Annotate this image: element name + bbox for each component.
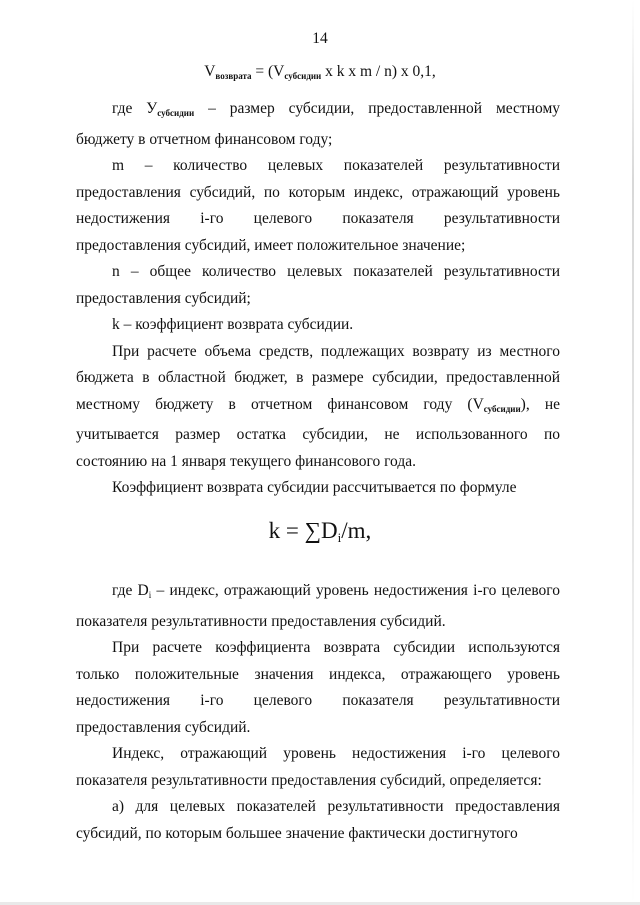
text-fragment: – индекс, отражающий уровень недостижения i-го целевого показателя результативности предоставления субсидий.	[76, 582, 561, 630]
paragraph-positive-values: При расчете коэффициента возврата субсидии используются только положительные значения индекса, отражающего уровень недостижения i-го целевого показателя результативности предоставления субсидий.	[76, 639, 560, 736]
return-formula	[0, 63, 640, 81]
paragraph-index-definition: Индекс, отражающий уровень недостижения i-го целевого показателя результативности предоставления субсидий, определяется:	[76, 745, 560, 789]
text-fragment: где D	[112, 582, 149, 599]
subscript: i	[148, 590, 152, 600]
k-formula-b: /m,	[341, 518, 372, 543]
paragraph-subsidy-definition	[76, 96, 560, 153]
formula-middle: = (V	[251, 63, 285, 80]
scan-edge-shadow	[632, 0, 634, 905]
paragraph-m-definition: m – количество целевых показателей результативности предоставления субсидий, по которым индекс, отражающий уровень недостижения i-го целевого показателя результативности предоставления субсидий, имеет положительное значение;	[76, 157, 560, 254]
paragraph-k-definition: k – коэффициент возврата субсидии.	[112, 316, 354, 333]
subscript: субсидии	[483, 403, 521, 414]
text-block-1	[76, 96, 560, 502]
paragraph-d-definition	[76, 578, 560, 635]
formula-rest: x k x m / n) x 0,1,	[321, 63, 436, 80]
text-fragment: ), не учитывается размер остатка субсидии, не использованного по состоянию на 1 января текущего финансового года.	[76, 395, 560, 470]
text-fragment: – размер субсидии, предоставленной местному бюджету в отчетном финансовом году;	[76, 100, 561, 148]
paragraph-n-definition: n – общее количество целевых показателей результативности предоставления субсидий;	[76, 263, 560, 307]
k-formula	[0, 518, 640, 546]
text-fragment: где У	[112, 100, 158, 117]
page-number: 14	[312, 30, 328, 47]
text-fragment: При расчете объема средств, подлежащих возврату из местного бюджета в областной бюджет, в размере субсидии, предоставленной местному бюджету в отчетном финансовом году (V	[76, 342, 560, 413]
paragraph-formula-intro: Коэффициент возврата субсидии рассчитывается по формуле	[112, 479, 517, 496]
text-block-2	[76, 578, 560, 847]
subscript: субсидии	[157, 108, 195, 118]
formula-subsidy-subscript: субсидии	[284, 71, 322, 81]
k-formula-subscript: i	[337, 530, 342, 545]
paragraph-calculation-note	[76, 339, 560, 476]
formula-v: V	[204, 63, 216, 80]
k-formula-a: k = ∑D	[268, 518, 338, 543]
paragraph-item-a: а) для целевых показателей результативности предоставления субсидий, по которым большее значение фактически достигнутого	[76, 798, 560, 842]
formula-v-subscript: возврата	[215, 71, 252, 81]
